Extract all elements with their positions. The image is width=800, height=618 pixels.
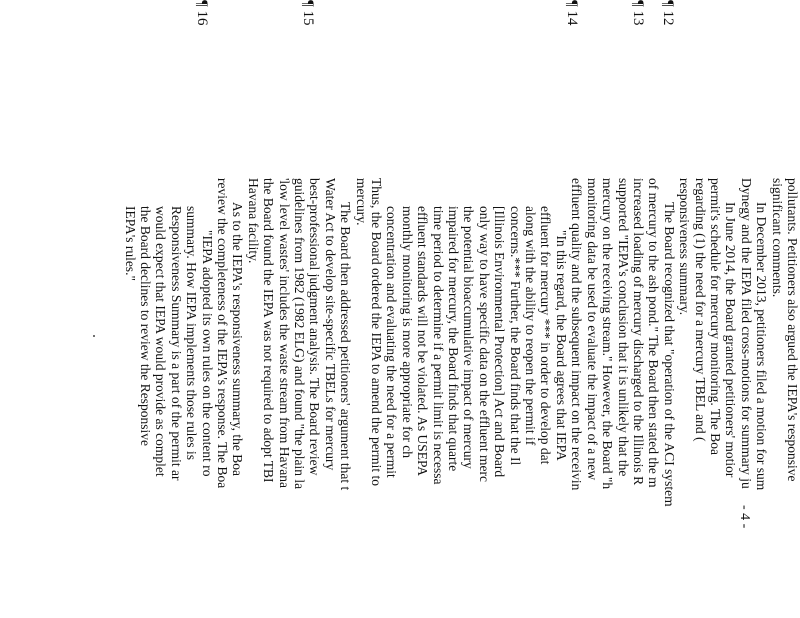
quote-line: along with the ability to reopen the permit if <box>523 206 539 446</box>
quote-line: concentration and evaluating the need for a permit <box>384 206 400 478</box>
text-line: Thus, the Board ordered the IEPA to amend the permit to <box>369 178 385 487</box>
body-text <box>122 178 800 618</box>
text-line: The Board recognized that "operation of the ACI system <box>661 202 677 507</box>
paragraph-mark-13: ¶ 13 <box>630 0 646 26</box>
paragraph-mark-15: ¶ 15 <box>300 0 316 26</box>
quote-line: impaired for mercury, the Board finds that quarte <box>446 206 462 472</box>
quote-line: "In this regard, the Board agrees that IEPA <box>553 230 569 461</box>
text-line: Dynegy and the IEPA filed cross-motions for summary ju <box>738 178 754 489</box>
text-line: Havana facility. <box>245 178 261 264</box>
text-line: permit's schedule for mercury monitoring. The Boa <box>707 178 723 455</box>
paragraph-mark-column <box>194 0 800 190</box>
quote-line: only way to have specific data on the effluent merc <box>476 206 492 483</box>
quote-line: time period to determine if a permit limit is necessa <box>430 206 446 485</box>
text-line: review the completeness of the IEPA's response. The Boa <box>214 178 230 489</box>
quote-line: "IEPA adopted its own rules on the content ro <box>199 230 215 477</box>
quote-line: [Illinois Environmental Protection] Act and Board <box>492 206 508 478</box>
text-line: effluent quality and the subsequent impact on the receivin <box>569 178 585 491</box>
text-line: supported "IEPA's conclusion that it is unlikely that the <box>615 178 631 477</box>
text-line: regarding (1) the need for a mercury TBEL and ( <box>692 178 708 442</box>
text-line: Water Act to develop site-specific TBELs for mercury <box>322 178 338 471</box>
text-line: guidelines from 1982 (1982 ELG) and found "the plain la <box>292 178 307 490</box>
text-line: As to the IEPA's responsiveness summary, the Boa <box>230 202 246 477</box>
quote-line: concerns.*** Further, the Board finds that the Il <box>507 206 523 466</box>
text-line: 'low level wastes' includes the waste stream from Havana <box>276 178 292 489</box>
quote-line: summary. How IEPA implements those rules is <box>184 206 200 460</box>
quote-line: effluent for mercury *** in order to develop dat <box>538 206 554 465</box>
text-line: pollutants. Petitioners also argued the IEPA's responsive <box>785 178 800 482</box>
paragraph-mark-12: ¶ 12 <box>660 0 676 26</box>
quote-line: monthly monitoring is more appropriate for ch <box>399 206 415 458</box>
quote-line: IEPA's rules." <box>122 206 138 281</box>
text-line: The Board then addressed petitioners' argument that t <box>338 202 354 491</box>
text-line: responsiveness summary. <box>677 178 693 316</box>
text-line: increased loading of mercury discharged to the Illinois R <box>630 178 646 486</box>
quote-line: would expect that IEPA would provide as complet <box>153 206 169 477</box>
paragraph-mark-16: ¶ 16 <box>194 0 210 26</box>
text-line: of mercury to the ash pond." The Board then stated the m <box>646 178 662 488</box>
text-line: In June 2014, the Board granted petitioners' motior <box>723 202 739 478</box>
scan-speck <box>93 335 95 337</box>
text-line: significant comments. <box>769 178 785 298</box>
text-line: monitoring data be used to evaluate the impact of a new <box>584 178 600 481</box>
quote-line: the Board declines to review the Responsive <box>137 206 153 446</box>
quote-line: Responsiveness Summary is a part of the permit ar <box>168 206 184 481</box>
quote-line: the potential bioaccumulative impact of mercury <box>461 206 477 469</box>
text-line: best-professional judgment analysis. The Board review <box>307 178 323 476</box>
paragraph-mark-14: ¶ 14 <box>564 0 580 26</box>
quote-line: effluent standards will not be violated. As USEPA <box>415 206 431 476</box>
text-line: mercury on the receiving stream." However, the Board "h <box>600 178 616 490</box>
text-line: In December 2013, petitioners filed a motion for sum <box>754 202 770 491</box>
rotated-document-body <box>122 0 800 618</box>
text-line: the Board found the IEPA was not required to adopt TBI <box>261 178 277 483</box>
text-line: mercury. <box>353 178 369 226</box>
page-number: - 4 - <box>737 505 752 529</box>
